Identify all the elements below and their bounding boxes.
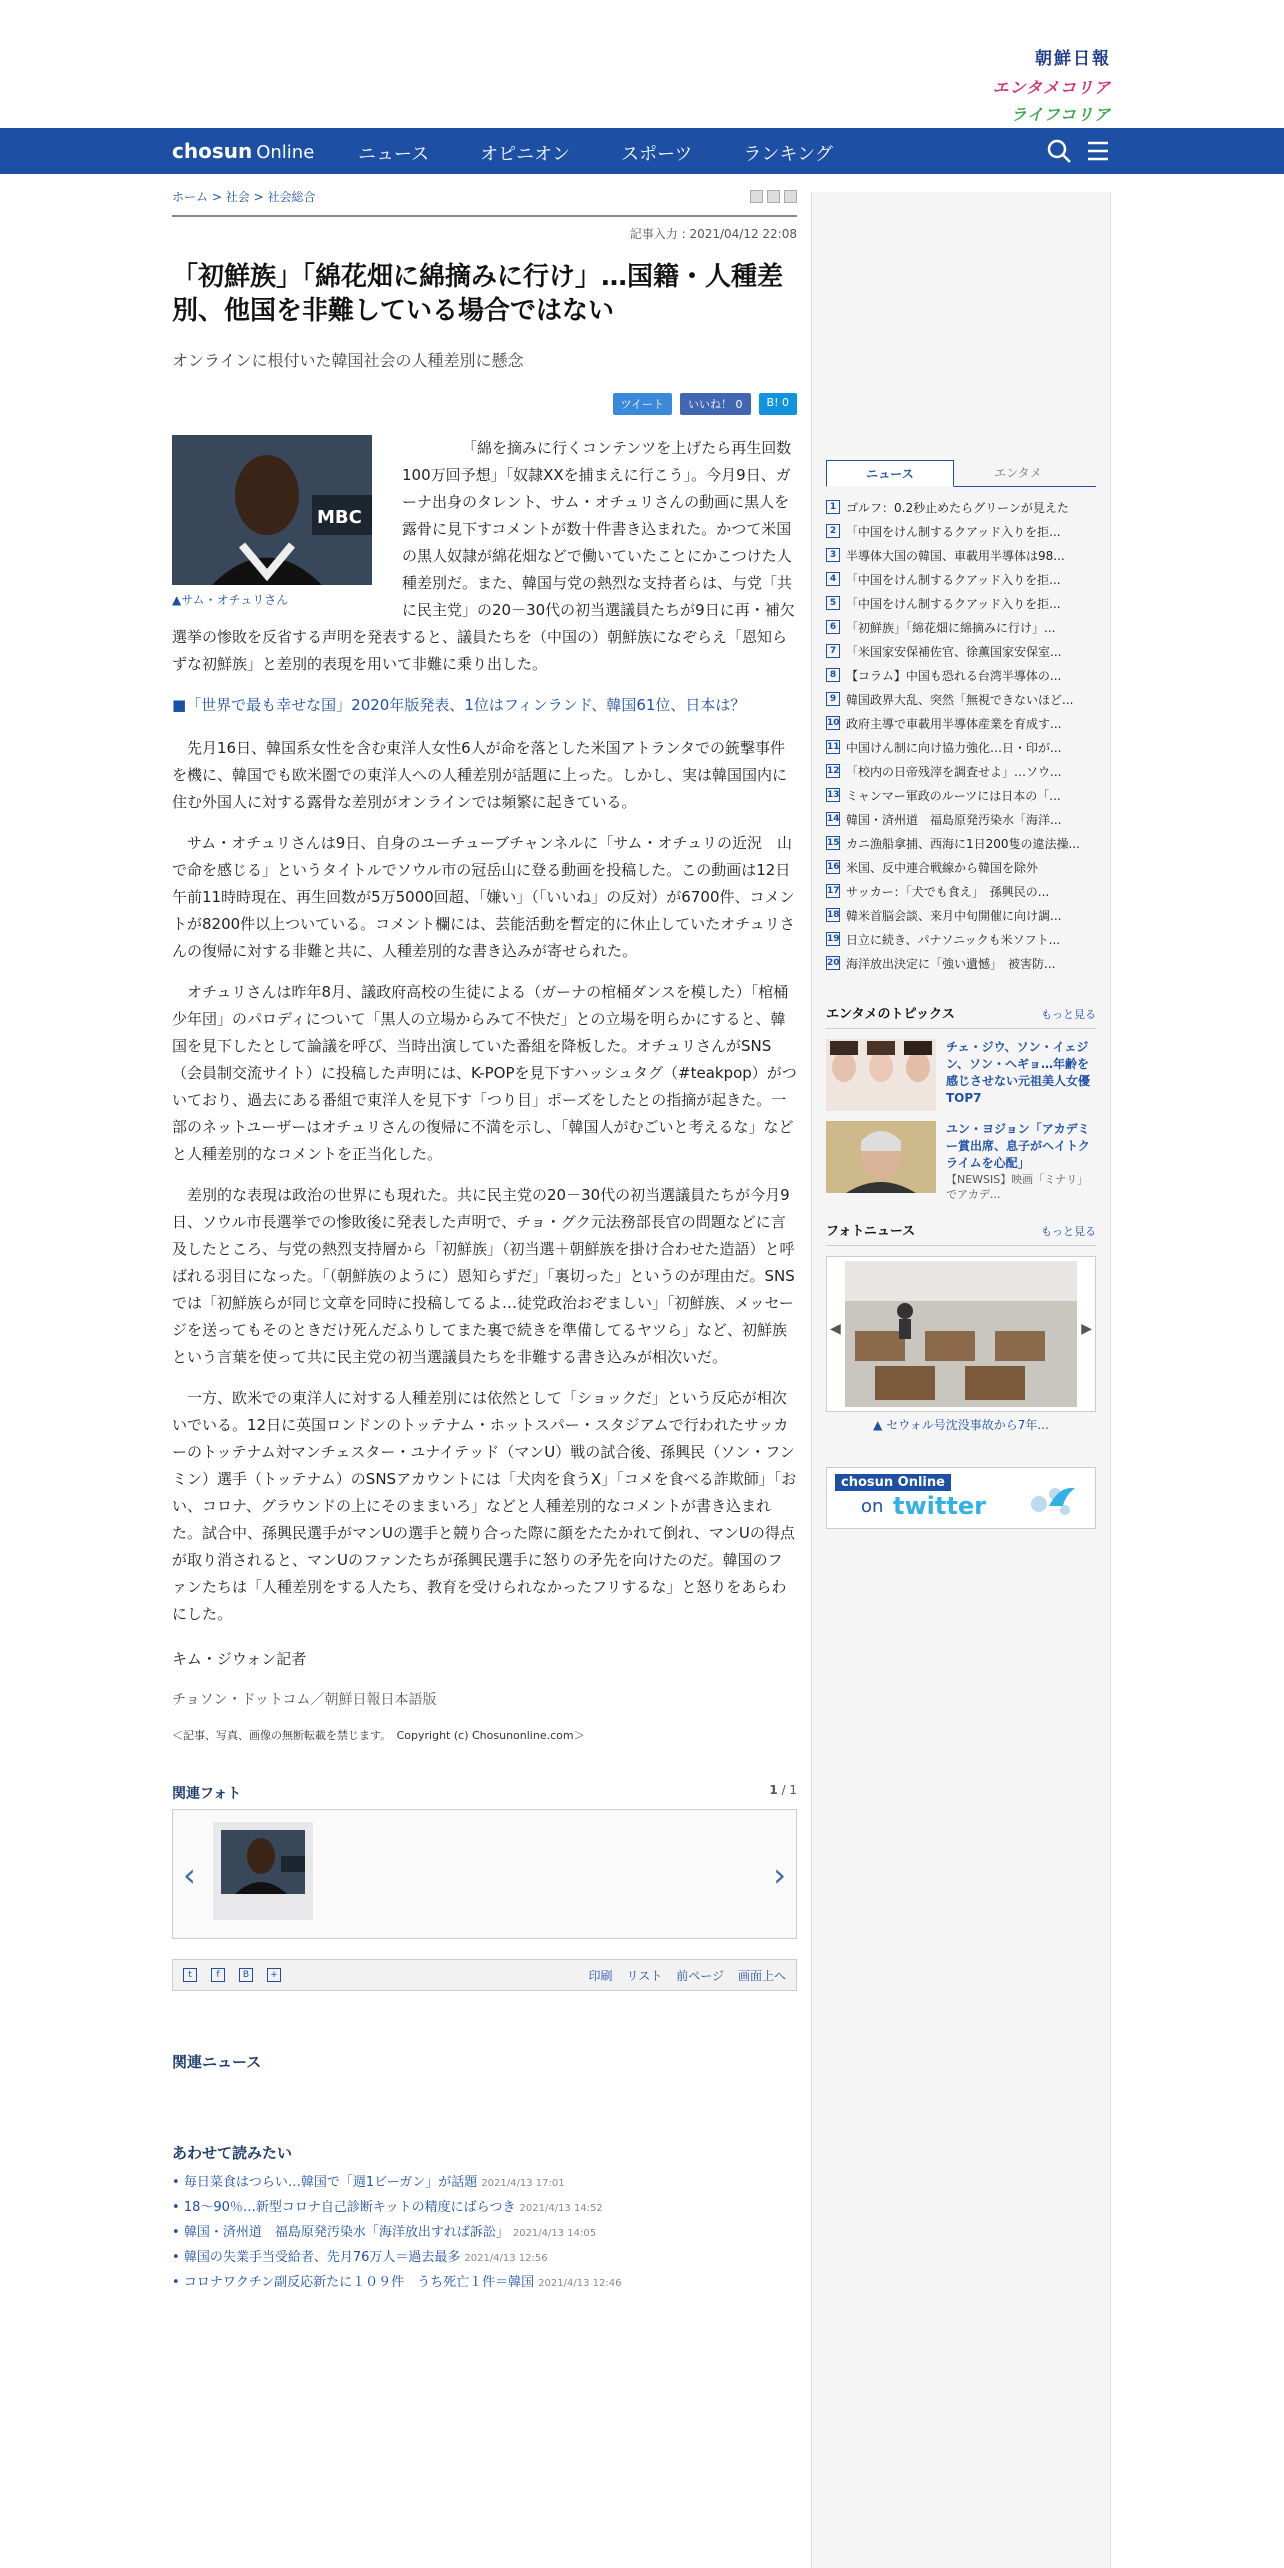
slider-prev-icon[interactable]: ◀ [830,1321,841,1337]
print-link[interactable]: 印刷 [588,1968,613,1983]
ranking-item-title: 「中国をけん制するクアッド入りを拒... [846,596,1061,611]
ranking-number: 11 [827,742,840,752]
svg-text:MBC: MBC [317,507,362,528]
ranking-item-title: 米国、反中連合戦線から韓国を除外 [846,860,1039,875]
ranking-number: 15 [827,838,840,848]
photo-pager-current: 1 [769,1783,778,1797]
article-body [172,435,797,1628]
breadcrumb-home[interactable]: ホーム [172,190,209,204]
ranking-item-title: 「中国をけん制するクアッド入りを拒... [846,524,1061,539]
article-image [172,435,372,585]
also-read-item[interactable]: • 韓国の失業手当受給者、先月76万人＝過去最多 2021/4/13 12:56 [172,2250,548,2265]
also-read-item[interactable]: • 韓国・済州道 福島原発汚染水「海洋放出すれば訴訟」 2021/4/13 14:05 [172,2225,597,2240]
ranking-item[interactable] [826,831,1096,855]
ranking-item[interactable] [826,591,1096,615]
also-read-title: あわせて読みたい [172,2144,293,2162]
entame-korea-link[interactable]: エンタメコリア [992,78,1111,97]
ranking-item[interactable] [826,759,1096,783]
prev-page-link[interactable]: 前ページ [676,1968,724,1983]
ranking-item[interactable] [826,615,1096,639]
ranking-item[interactable] [826,783,1096,807]
twitter-banner-logo: chosun Online [835,1474,951,1491]
article-subtitle: オンラインに根付いた韓国社会の人種差別に懸念 [172,351,524,370]
photo-pager-total: / 1 [781,1783,797,1797]
topic-title: チェ・ジウ、ソン・イェジン、ソン・ヘギョ…年齢を感じさせない元祖美人女優TOP7 [946,1040,1091,1105]
twitter-banner[interactable] [826,1467,1096,1529]
ranking-number: 7 [826,644,840,658]
ranking-number: 12 [827,766,840,776]
ranking-item[interactable] [826,855,1096,879]
breadcrumb-sep: > [253,190,264,204]
tab-news[interactable]: ニュース [826,460,954,487]
ranking-item[interactable] [826,807,1096,831]
source: チョソン・ドットコム／朝鮮日報日本語版 [172,1692,437,1708]
paragraph-2: 先月16日、韓国系女性を含む東洋人女性6人が命を落とした米国アトランタでの銃撃事件を機に、韓国でも欧米圏での東洋人への人種差別が話題に上った。しかし、実は韓国国内に住む外国人に対する露骨な差別がオンラインでは頻繁に起きている。 [172,739,788,811]
twitter-banner-twitter: twitter [893,1492,986,1520]
ranking-item[interactable] [826,639,1096,663]
ranking-item-title: 韓米首脳会談、来月中旬開催に向け調... [846,908,1062,923]
ranking-number: 1 [826,500,840,514]
related-photo-thumb[interactable] [213,1822,313,1920]
ranking-number: 20 [827,958,840,968]
hatena-button[interactable]: B! 0 [759,393,797,415]
ranking-number: 2 [826,524,840,538]
related-photo-title: 関連フォト [172,1786,242,1802]
also-read-item-date: 2021/4/13 14:52 [519,2203,603,2214]
byline: キム・ジウォン記者 [172,1650,307,1668]
ranking-item-title: 中国けん制に向け協力強化…日・印が... [846,740,1062,755]
ranking-item[interactable] [826,951,1096,975]
ranking-item[interactable] [826,927,1096,951]
paragraph-6: 一方、欧米での東洋人に対する人種差別には依然として「ショックだ」という反応が相次いでいる。12日に英国ロンドンのトッテナム・ホットスパー・スタジアムで行われたサッカーのトッテナム対マンチェスター・ユナイテッド（マンU）戦の試合後、孫興民（ソン・フンミン）選手（トッテナム）のSNSアカウントには「犬肉を食うX」「コメを食べる詐欺師」「おい、コロナ、グラウンドの上にそのままいろ」などと人種差別的なコメントが書き込まれた。試合中、孫興民選手がマンUの選手と競り合った際に顔をたたかれて倒れ、マンUの得点が取り消されると、マンUのファンたちが孫興民選手に怒りの矛先を向けたのだ。韓国のファンたちは「人種差別をする人たち、教育を受けられなかったフリするな」と怒りをあらわにした。 [172,1389,797,1623]
logo-sub: Online [256,142,315,163]
ranking-number: 6 [826,620,840,634]
topic-image [826,1121,936,1193]
menu-icon[interactable] [1086,138,1110,164]
ranking-item[interactable] [826,567,1096,591]
twitter-banner-on: on [861,1496,884,1517]
site-logo[interactable] [172,139,314,163]
article-toolbar [172,1959,797,1991]
ranking-item-title: 「初鮮族」「綿花畑に綿摘みに行け」... [846,620,1056,635]
ranking-tabs [826,460,1096,487]
breadcrumb-sub[interactable]: 社会総合 [267,190,316,204]
ranking-item-title: 日立に続き、パナソニックも米ソフト... [846,932,1061,947]
print-icon[interactable] [784,190,797,203]
share-buttons [172,393,797,415]
list-link[interactable]: リスト [626,1968,663,1983]
logo-text: chosun [172,139,253,163]
related-article-link[interactable]: ■「世界で最も幸せな国」2020年版発表、1位はフィンランド、韓国61位、日本は？ [172,696,746,714]
font-large-icon[interactable] [767,190,780,203]
brand-links [993,44,1111,125]
ranking-item-title: サッカー：「犬でも食え」 孫興民の... [846,884,1050,899]
photonews-more-link[interactable]: もっと見る [1041,1225,1096,1238]
paragraph-4: オチュリさんは昨年8月、議政府高校の生徒による（ガーナの棺桶ダンスを模した）「棺桶少年団」のパロディについて「黒人の立場からみて不快だ」との立場を明らかにすると、韓国を見下したとして論議を呼び、当時出演していた番組を降板した。オチュリさんがSNS（会員制交流サイト）に投稿した声明には、K-POPを見下すハッシュタグ（#teakpop）がついており、過去にある番組で東洋人を見下す「つり目」ポーズをしたとの指摘が起きた。一部のネットユーザーはオチュリさんの復帰に不満を示し、「韓国人がむごいと考えるな」などと人種差別的なコメントを正当化した。 [172,983,797,1163]
also-read-item-title: 毎日菜食はつらい…韓国で「週1ビーガン」が話題 [183,2175,478,2190]
nav-ranking[interactable]: ランキング [743,144,833,165]
photonews-image[interactable] [845,1261,1077,1407]
ranking-item-title: ゴルフ：0.2秒止めたらグリーンが見えた [846,500,1069,515]
paragraph-1: 「綿を摘みに行くコンテンツを上げたら再生回数100万回予想」「奴隷XXを捕まえに行こう」。今月9日、ガーナ出身のタレント、サム・オチュリさんの動画に黒人を露骨に見下すコメントが数十件書き込まれた。かつて米国の黒人奴隷が綿花畑などで働いていたことにかこつけた人種差別だ。また、韓国与党の熱烈な支持者らは、与党「共に民主党」の20－30代の初当選議員たちが9日に再・補欠選挙の惨敗を反省する声明を発表すると、議員たちを（中国の）朝鮮族になぞらえ「恩知らずな初鮮族」と差別的表現を用いて非難に乗り出した。 [172,439,795,673]
top-header [0,0,1284,128]
ranking-list [826,495,1096,975]
ranking-item[interactable] [826,711,1096,735]
font-small-icon[interactable] [750,190,763,203]
photonews-title: フォトニュース [826,1224,916,1239]
also-read-item-title: 18～90％…新型コロナ自己診断キットの精度にばらつき [183,2200,516,2215]
ranking-number: 16 [827,862,840,872]
photonews-slider [826,1256,1096,1412]
topic-desc: 【NEWSIS】映画「ミナリ」でアカデ... [946,1173,1089,1201]
ranking-number: 10 [827,718,840,728]
ranking-number: 4 [826,572,840,586]
ranking-number: 18 [827,910,840,920]
topic-title: ユン・ヨジョン「アカデミー賞出席、息子がヘイトクライムを心配」 [946,1122,1090,1170]
photonews-caption[interactable]: ▲ セウォル号沈没事故から7年... [873,1418,1049,1432]
nav-opinion[interactable]: オピニオン [480,144,571,165]
ranking-item-title: 韓国政界大乱、突然「無視できないほど... [846,692,1074,707]
article-main [172,188,797,2296]
photo-pager [769,1783,797,1803]
also-read-section [172,2142,797,2296]
breadcrumb-section[interactable]: 社会 [225,190,250,204]
also-read-item-date: 2021/4/13 12:56 [464,2253,548,2264]
ranking-item-title: 【コラム】中国も恐れる台湾半導体の... [846,668,1062,683]
page-top-link[interactable]: 画面上へ [737,1968,786,1983]
ranking-item[interactable] [826,519,1096,543]
ranking-item[interactable] [826,687,1096,711]
twitter-icon[interactable]: t [183,1968,197,1982]
article-date: 記事入力 : 2021/04/12 22:08 [629,227,797,241]
tab-entame[interactable]: エンタメ [994,466,1042,480]
main-nav [0,128,1284,174]
bird-icon [1019,1476,1079,1522]
slider-next-icon[interactable]: ▶ [1081,1321,1092,1337]
bookmark-icon[interactable]: + [267,1968,281,1982]
sidebar [826,460,1096,1529]
breadcrumb [172,188,797,217]
paragraph-3: サム・オチュリさんは9日、自身のユーチューブチャンネルに「サム・オチュリの近況 山で命を感じる」というタイトルでソウル市の冠岳山に登る動画を投稿した。この動画は12日午前11時時現在、再生回数が5万5000回超、「嫌い」（「いいね」の反対）が6700件、コメントが8200件以上ついている。コメント欄には、芸能活動を暫定的に休止していたオチュリさんの復帰に対する非難と共に、人種差別的な書き込みが寄せられた。 [172,834,795,960]
ranking-item-title: 海洋放出決定に「強い遺憾」 被害防... [846,956,1056,971]
ranking-number: 14 [827,814,840,824]
ranking-item-title: 「米国家安保補佐官、徐薫国家安保室... [846,644,1062,659]
ranking-item[interactable] [826,735,1096,759]
also-read-item[interactable]: • 18～90％…新型コロナ自己診断キットの精度にばらつき 2021/4/13 14:52 [172,2200,603,2215]
ranking-number: 19 [827,934,840,944]
also-read-item[interactable]: • コロナワクチン副反応新たに１０９件 うち死亡１件＝韓国 2021/4/13 12:46 [172,2275,622,2290]
ranking-number: 9 [826,692,840,706]
topics-header [826,1003,1096,1029]
topics-more-link[interactable]: もっと見る [1041,1008,1096,1021]
topic-item[interactable] [826,1121,1096,1202]
also-read-item-date: 2021/4/13 17:01 [481,2178,565,2189]
tweet-button[interactable]: ツイート [613,393,672,415]
breadcrumb-sep: > [211,190,222,204]
search-icon[interactable] [1046,138,1072,164]
ranking-number: 8 [826,668,840,682]
ranking-item-title: ミャンマー軍政のルーツには日本の「... [846,788,1061,803]
chevron-left-icon[interactable]: ‹ [183,1856,196,1894]
ranking-item-title: 政府主導で車載用半導体産業を育成す... [846,716,1062,731]
ranking-number: 13 [827,790,840,800]
related-photo-section [172,1783,797,1939]
ranking-item-title: 半導体大国の韓国、車載用半導体は98... [846,548,1065,563]
also-read-item-title: 韓国の失業手当受給者、先月76万人＝過去最多 [183,2250,461,2265]
ranking-item[interactable] [826,495,1096,519]
chevron-right-icon[interactable]: › [773,1856,786,1894]
also-read-item-date: 2021/4/13 14:05 [512,2228,597,2239]
ranking-item[interactable] [826,663,1096,687]
facebook-icon[interactable]: f [211,1968,225,1982]
nav-news[interactable]: ニュース [358,144,430,165]
hatena-icon[interactable]: B [239,1968,253,1982]
also-read-item-date: 2021/4/13 12:46 [538,2278,622,2289]
ranking-number: 5 [826,596,840,610]
topic-image [826,1039,936,1111]
ranking-item[interactable] [826,543,1096,567]
copyright: ＜記事、写真、画像の無断転載を禁じます。 Copyright (c) Chosunonline.com＞ [172,1729,585,1742]
topics-title: エンタメのトピックス [826,1007,955,1022]
photo-caption: ▲サム・オチュリさん [172,593,289,607]
ranking-item-title: 「校内の日帝残滓を調査せよ」…ソウ... [846,764,1062,779]
article-title: 「初鮮族」「綿花畑に綿摘みに行け」…国籍・人種差別、他国を非難している場合ではない [172,262,784,326]
ranking-item-title: 「中国をけん制するクアッド入りを拒... [846,572,1061,587]
ranking-number: 17 [827,886,840,896]
paragraph-5: 差別的な表現は政治の世界にも現れた。共に民主党の20－30代の初当選議員たちが今月9日、ソウル市長選挙での惨敗後に発表した声明で、チョ・グク元法務部長官の問題などに言及したところ、与党の熱烈支持層から「初鮮族」（初当選＋朝鮮族を掛け合わせた造語）と呼ばれる羽目になった。「（朝鮮族のように）恩知らずだ」「裏切った」というのが理由だ。SNSでは「初鮮族らが同じ文章を同時に投稿してるよ…徒党政治おぞましい」「初鮮族、メッセージを送ってもそのときだけ死んだふりしてまた裏で続きを準備してるヤツら」など、初鮮族という言葉を使って共に民主党の初当選議員たちを非難する書き込みが相次いだ。 [172,1186,795,1366]
also-read-item[interactable]: • 毎日菜食はつらい…韓国で「週1ビーガン」が話題 2021/4/13 17:01 [172,2175,565,2190]
also-read-item-title: 韓国・済州道 福島原発汚染水「海洋放出すれば訴訟」 [183,2225,509,2240]
chosun-ilbo-link[interactable]: 朝鮮日報 [1035,49,1111,69]
related-news-title: 関連ニュース [172,2053,262,2071]
ranking-number: 3 [826,548,840,562]
article-photo[interactable] [172,435,372,614]
ranking-item[interactable] [826,903,1096,927]
ranking-item-title: カニ漁船拿捕、西海に1日200隻の違法操... [846,836,1080,851]
nav-sports[interactable]: スポーツ [621,144,693,165]
topic-item[interactable] [826,1039,1096,1111]
also-read-item-title: コロナワクチン副反応新たに１０９件 うち死亡１件＝韓国 [183,2275,535,2290]
ranking-item-title: 韓国・済州道 福島原発汚染水「海洋... [846,812,1062,827]
life-korea-link[interactable]: ライフコリア [1010,105,1111,124]
ranking-item[interactable] [826,879,1096,903]
like-button[interactable]: いいね！ 0 [680,393,751,415]
photonews-header [826,1220,1096,1246]
